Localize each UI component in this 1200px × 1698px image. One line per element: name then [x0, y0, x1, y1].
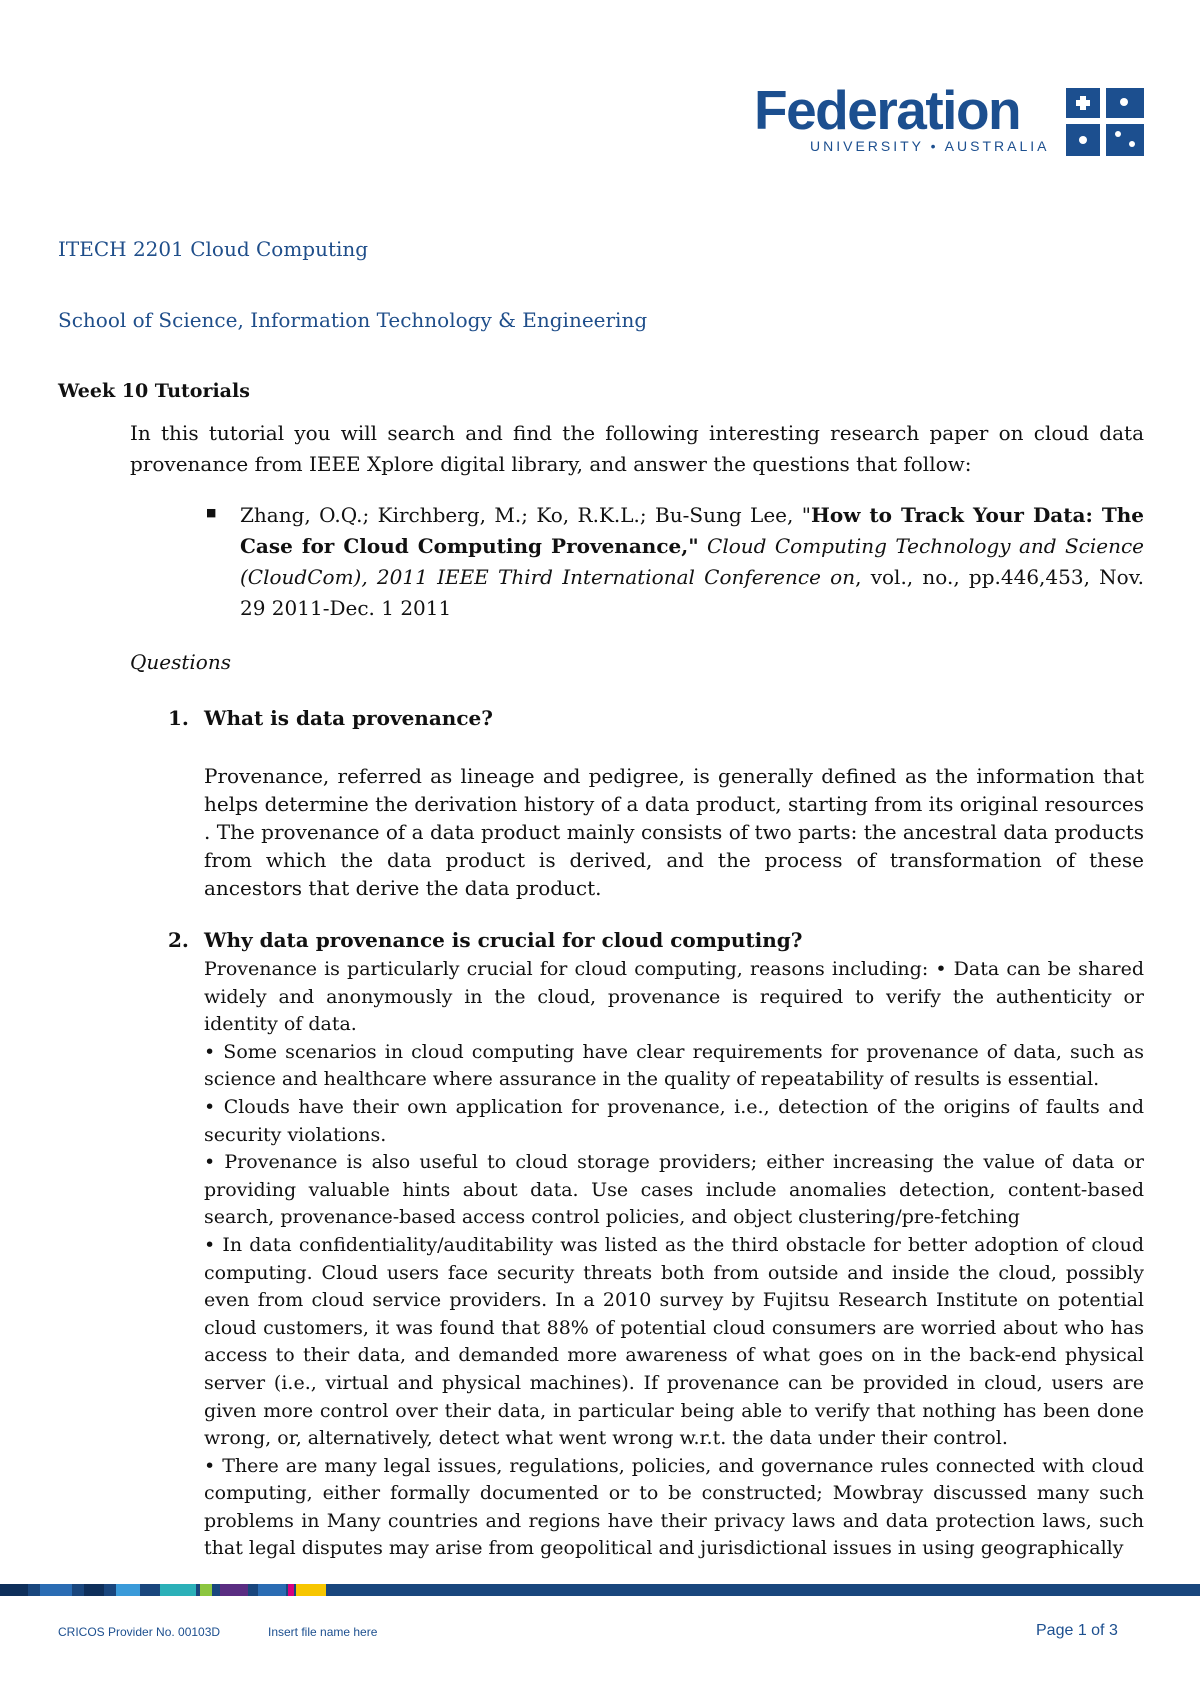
cricos-provider: CRICOS Provider No. 00103D [58, 1625, 221, 1639]
week-heading: Week 10 Tutorials [58, 380, 250, 402]
question-1-number: 1. [168, 706, 189, 730]
course-title: ITECH 2201 Cloud Computing [58, 237, 369, 261]
question-2-answer [204, 956, 1144, 1563]
page-number: Page 1 of 3 [1036, 1622, 1118, 1639]
reference-venue: Cloud Computing Technology and Science (CloudCom), 2011 IEEE Third International Conference on [240, 534, 1145, 589]
answer-2-line: • In data confidentiality/auditability was listed as the third obstacle for better adoption of cloud computing. Cloud users face security threats both from outside and inside the cloud, possibly even from cloud service providers. In a 2010 survey by Fujitsu Research Institute on potential cloud customers, it was found that 88% of potential cloud consumers are worried about who has access to their data, and demanded more awareness of what goes on in the back-end physical server (i.e., virtual and physical machines). If provenance can be provided in cloud, users are given more control over their data, in particular being able to verify that nothing has been done wrong, or, alternatively, detect what went wrong w.r.t. the data under their control. [204, 1233, 1144, 1450]
questions-label: Questions [130, 650, 231, 674]
university-logo [754, 80, 1144, 160]
square-bullet-icon: ■ [206, 506, 217, 519]
question-1-title: What is data provenance? [204, 706, 493, 730]
logo-subtitle: UNIVERSITY • AUSTRALIA [810, 138, 1050, 154]
answer-2-line: • Provenance is also useful to cloud storage providers; either increasing the value of data or providing valuable hints about data. Use cases include anomalies detection, content-based search, provenance-based access control policies, and object clustering/pre-fetching [204, 1151, 1144, 1229]
reference-title: How to Track Your Data: The Case for Cloud Computing Provenance," [240, 503, 1144, 558]
school-name: School of Science, Information Technology & Engineering [58, 308, 648, 332]
reference-authors: Zhang, O.Q.; Kirchberg, M.; Ko, R.K.L.; Bu-Sung Lee, " [240, 503, 811, 527]
file-name: Insert file name here [268, 1625, 378, 1639]
answer-2-line: • Some scenarios in cloud computing have clear requirements for provenance of data, such as science and healthcare where assurance in the quality of repeatability of results is essential. [204, 1040, 1144, 1091]
intro-paragraph: In this tutorial you will search and find the following interesting research paper on cloud data provenance from IEEE Xplore digital library, and answer the questions that follow: [130, 421, 1144, 476]
answer-2-line: • There are many legal issues, regulations, policies, and governance rules connected with cloud computing, either formally documented or to be constructed; Mowbray discussed many such problems in Many countries and regions have their privacy laws and data protection laws, such that legal disputes may arise from geopolitical and jurisdictional issues in using geographically [204, 1454, 1144, 1560]
reference-details: , vol., no., pp.446,453, Nov. 29 2011-Dec. 1 2011 [240, 565, 1145, 620]
footer-color-band [0, 1584, 1200, 1596]
question-1-answer: Provenance, referred as lineage and pedigree, is generally defined as the information that helps determine the derivation history of a data product, starting from its original resources . The provenance of a data product mainly consists of two parts: the ancestral data products from which the data product is derived, and the process of transformation of these ancestors that derive the data product. [204, 764, 1144, 900]
answer-2-line: Provenance is particularly crucial for cloud computing, reasons including: • Data can be shared widely and anonymously in the cloud, provenance is required to verify the authenticity or identity of data. [204, 958, 1144, 1036]
flag-icon [1066, 88, 1144, 156]
question-2-title: Why data provenance is crucial for cloud computing? [204, 928, 803, 952]
question-2-number: 2. [168, 928, 189, 952]
answer-2-line: • Clouds have their own application for provenance, i.e., detection of the origins of faults and security violations. [204, 1095, 1144, 1146]
logo-wordmark: Federation [754, 79, 1021, 141]
paper-reference [240, 500, 1144, 624]
